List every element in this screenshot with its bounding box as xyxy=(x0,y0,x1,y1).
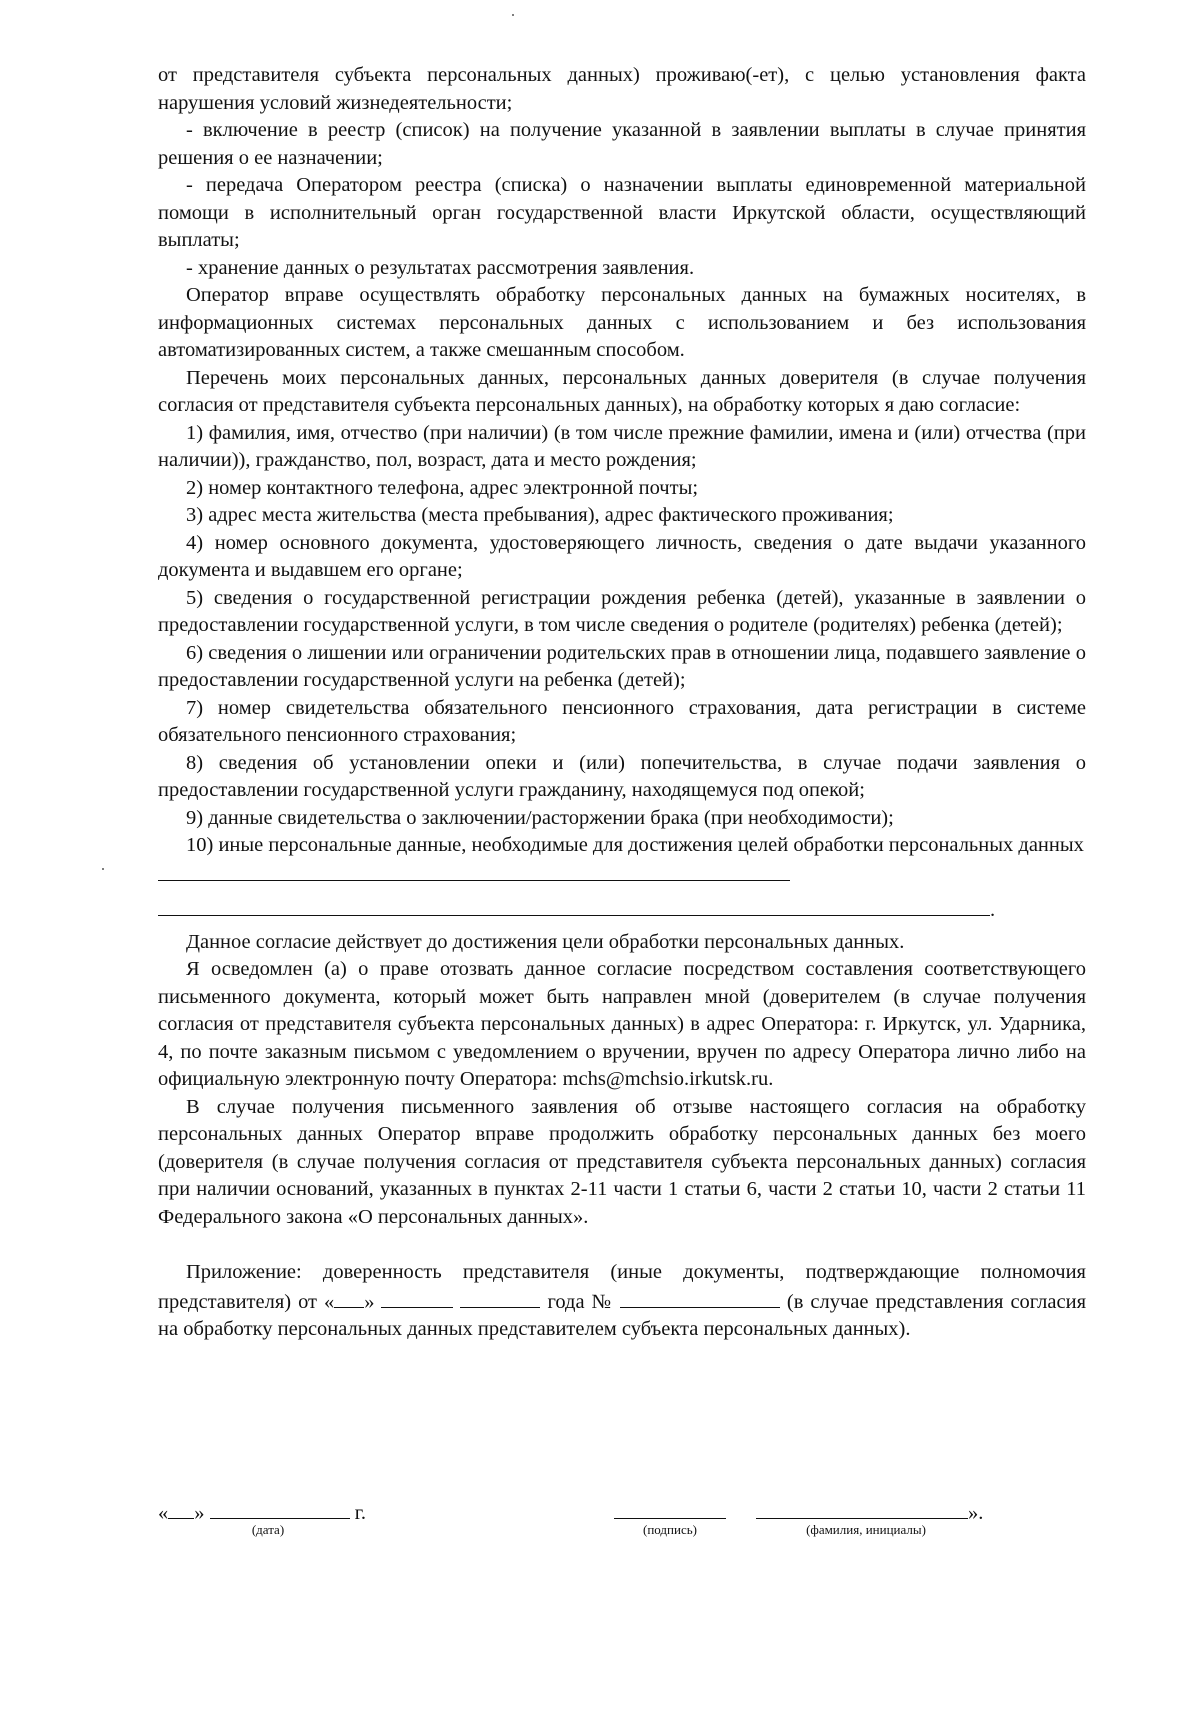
revocation-paragraph: Я осведомлен (а) о праве отозвать данное согласие посредством составления соответствующего письменного документа, который может быть направлен мной (доверителем (в случае получения согласия от представителя субъекта персональных данных) в адрес Оператора: г. Иркутск, ул. Ударника, 4, по почте заказным письмом с уведомлением о вручении, вручен по адресу Оператора лично либо на официальную электронную почту Оператора: mchs@mchsio.irkutsk.ru. xyxy=(158,958,1086,1090)
list-item-10-text: 10) иные персональные данные, необходимые для достижения целей обработки персональных данных xyxy=(186,834,1084,856)
appendix-year-label: года № xyxy=(547,1290,613,1313)
signature-caption: (подпись) xyxy=(643,1522,697,1537)
paragraph-6: Перечень моих персональных данных, персональных данных доверителя (в случае получения согласия от представителя субъекта персональных данных), на обработку которых я даю согласие: xyxy=(158,366,1086,416)
appendix-month-field[interactable] xyxy=(381,1287,453,1308)
appendix-day-field[interactable] xyxy=(334,1287,364,1308)
validity-paragraph: Данное согласие действует до достижения цели обработки персональных данных. xyxy=(186,930,905,953)
list-item-10 xyxy=(158,832,1086,889)
scan-speck-2 xyxy=(102,868,104,870)
appendix-paragraph xyxy=(158,1259,1086,1344)
date-year-suffix: г. xyxy=(354,1502,366,1524)
list-item-2: 2) номер контактного телефона, адрес электронной почты; xyxy=(186,476,699,499)
date-block xyxy=(158,1498,366,1537)
list-item-10-end: . xyxy=(990,899,996,921)
blank-line-other-data[interactable] xyxy=(158,860,790,881)
appendix-year-field[interactable] xyxy=(460,1287,540,1308)
signature-block xyxy=(614,1498,726,1537)
list-item-9: 9) данные свидетельства о заключении/расторжении брака (при необходимости); xyxy=(186,806,894,829)
paragraph-5: Оператор вправе осуществлять обработку персональных данных на бумажных носителях, в информационных системах персональных данных с использованием и без использования автоматизированных систем, а также смешанным способом. xyxy=(158,284,1086,361)
list-item-10-continuation xyxy=(158,895,1086,925)
paragraph-1: от представителя субъекта персональных данных) проживаю(-ет), с целью установления факта нарушения условий жизнедеятельности; xyxy=(158,64,1086,114)
date-month-field[interactable] xyxy=(210,1498,350,1519)
list-item-1: 1) фамилия, имя, отчество (при наличии) (в том числе прежние фамилии, имена и (или) отчества (при наличии)), гражданство, пол, возраст, дата и место рождения; xyxy=(158,421,1086,471)
list-item-3: 3) адрес места жительства (места пребывания), адрес фактического проживания; xyxy=(186,504,894,526)
list-item-7: 7) номер свидетельства обязательного пенсионного страхования, дата регистрации в системе обязательного пенсионного страхования; xyxy=(158,696,1086,746)
blank-line-other-data-2[interactable] xyxy=(158,895,990,916)
document-body xyxy=(158,62,1086,1344)
name-field[interactable] xyxy=(756,1498,968,1519)
appendix-number-field[interactable] xyxy=(620,1287,780,1308)
paragraph-2: - включение в реестр (список) на получение указанной в заявлении выплаты в случае принятия решения о ее назначении; xyxy=(158,119,1086,169)
date-open-quote: « xyxy=(158,1502,169,1524)
name-end-quote: ». xyxy=(968,1502,984,1524)
list-item-4: 4) номер основного документа, удостоверяющего личность, сведения о дате выдачи указанного документа и выдавшем его органе; xyxy=(158,531,1086,581)
paragraph-3: - передача Оператором реестра (списка) о назначении выплаты единовременной материальной помощи в исполнительный орган государственной власти Иркутской области, осуществляющий выплаты; xyxy=(158,174,1086,251)
appendix-lead: Приложение: доверенность представителя (иные документы, подтверждающие полномочия представителя) от « xyxy=(158,1261,1086,1313)
signature-field[interactable] xyxy=(614,1498,726,1519)
list-item-8: 8) сведения об установлении опеки и (или) попечительства, в случае подачи заявления о предоставлении государственной услуги гражданину, находящемуся под опекой; xyxy=(158,751,1086,801)
scan-speck xyxy=(512,14,514,16)
list-item-6: 6) сведения о лишении или ограничении родительских прав в отношении лица, подавшего заявление о предоставлении государственной услуги на ребенка (детей); xyxy=(158,641,1086,691)
name-caption: (фамилия, инициалы) xyxy=(806,1522,926,1537)
date-close-quote: » xyxy=(194,1502,205,1524)
paragraph-list xyxy=(158,62,1086,832)
appendix-day-close: » xyxy=(364,1290,375,1313)
date-day-field[interactable] xyxy=(168,1498,194,1519)
paragraph-4: - хранение данных о результатах рассмотрения заявления. xyxy=(186,256,695,279)
name-block xyxy=(756,1498,984,1537)
appendix-tail: (в случае представления согласия на обработку персональных данных представителем субъекта персональных данных). xyxy=(158,1290,1087,1340)
signature-row xyxy=(158,1498,1086,1558)
list-item-5: 5) сведения о государственной регистрации рождения ребенка (детей), указанные в заявлении о предоставлении государственной услуги, в том числе сведения о родителе (родителях) ребенка (детей); xyxy=(158,586,1086,636)
continuation-paragraph: В случае получения письменного заявления об отзыве настоящего согласия на обработку персональных данных Оператор вправе продолжить обработку персональных данных без моего (доверителя (в случае получения согласия от представителя субъекта персональных данных) согласия при наличии оснований, указанных в пунктах 2-11 части 1 статьи 6, части 2 статьи 10, части 2 статьи 11 Федерального закона «О персональных данных». xyxy=(158,1095,1086,1228)
date-caption: (дата) xyxy=(251,1522,285,1537)
